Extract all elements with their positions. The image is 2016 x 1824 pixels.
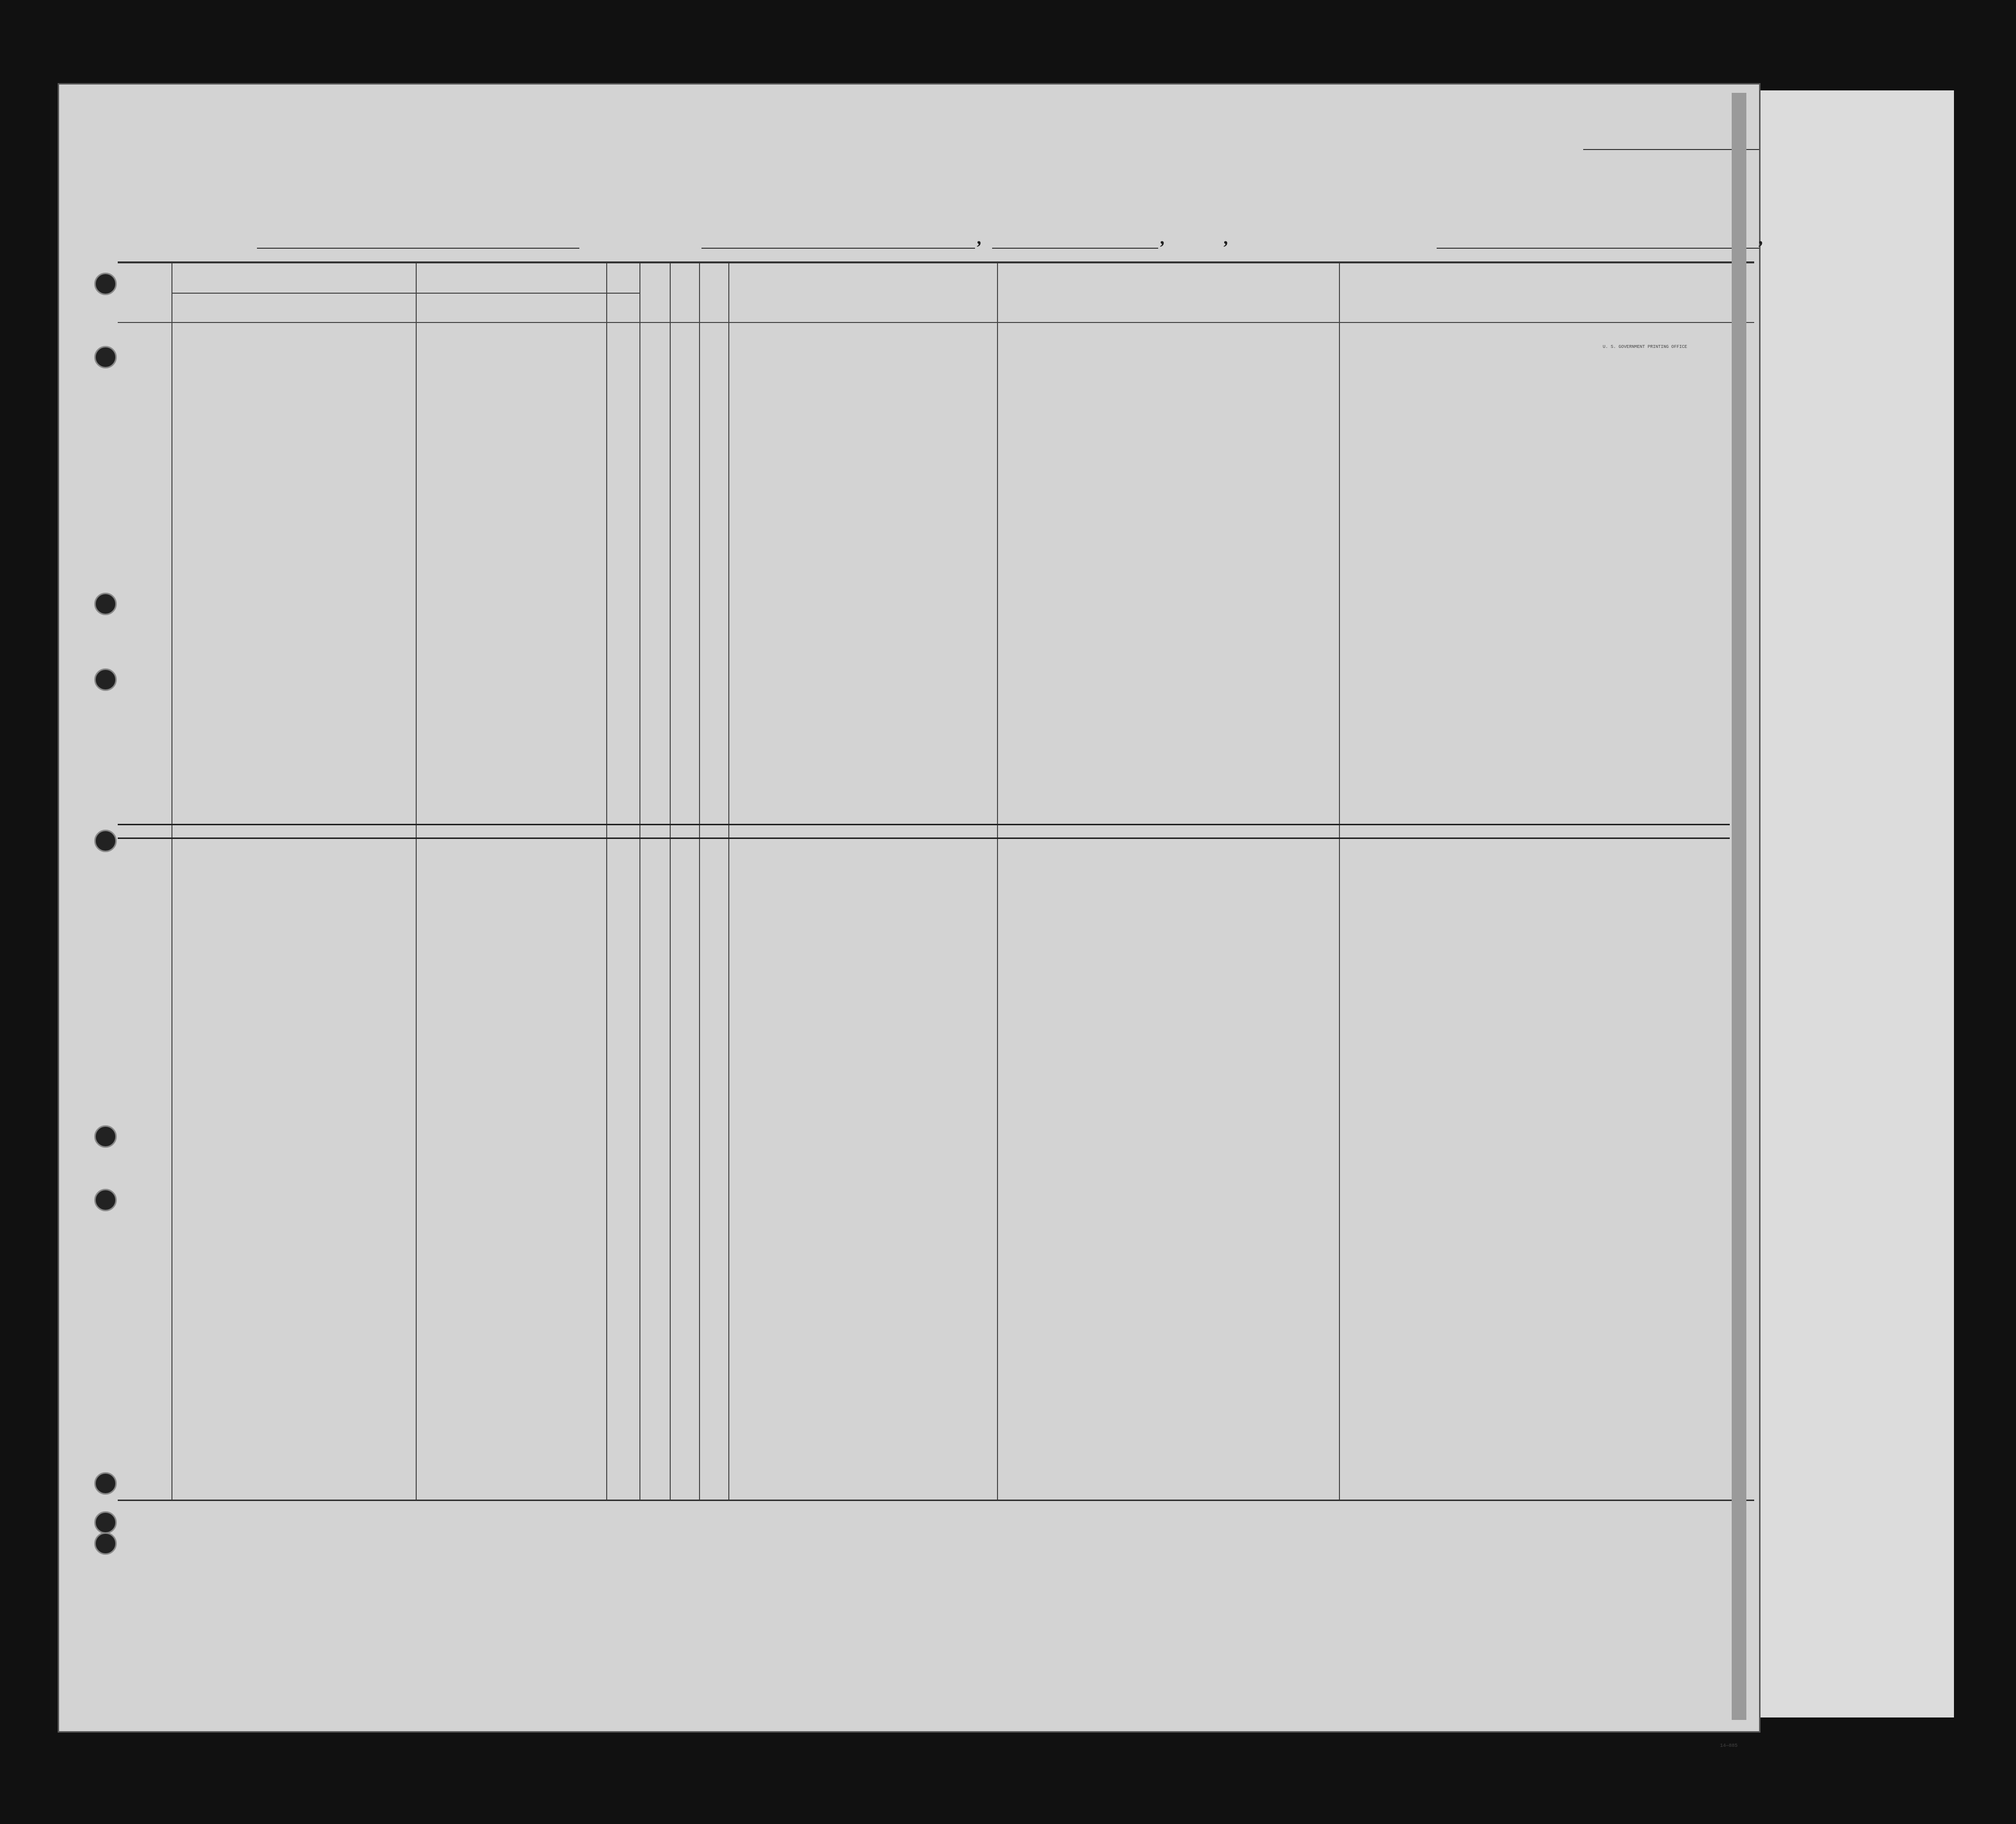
punch-hole [94, 668, 117, 691]
punch-hole [94, 1511, 117, 1534]
punch-hole [94, 830, 117, 852]
punch-hole [94, 1189, 117, 1211]
punch-hole [94, 1125, 117, 1148]
form-code: 14—885 [1720, 1743, 1738, 1749]
punch-hole [94, 1472, 117, 1495]
sailing-row: , , , , [147, 227, 1740, 252]
punch-hole [94, 1532, 117, 1555]
punch-hole [94, 273, 117, 295]
strike-line-15 [118, 837, 1730, 839]
printer-note: U. S. GOVERNMENT PRINTING OFFICE [1603, 344, 1687, 349]
strike-line-14 [118, 824, 1730, 825]
punch-hole [94, 593, 117, 615]
page-edge [1732, 93, 1746, 1720]
adjacent-page [1759, 90, 1954, 1717]
manifest-page [58, 83, 1764, 1749]
passenger-table [118, 261, 1754, 1501]
punch-hole [94, 346, 117, 368]
